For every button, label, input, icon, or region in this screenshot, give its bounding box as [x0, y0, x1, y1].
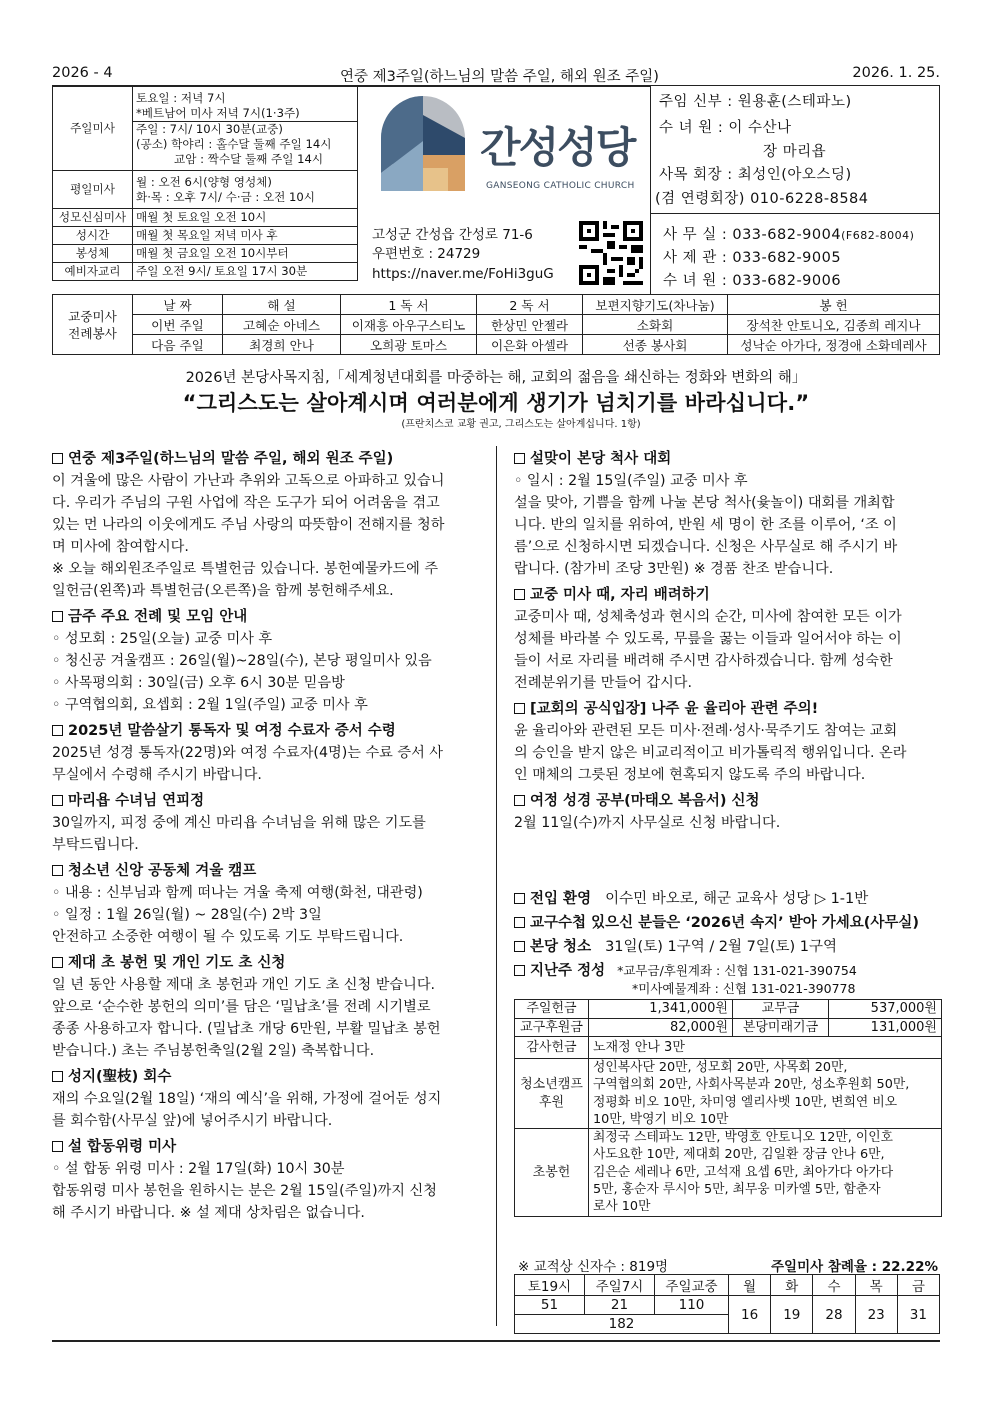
attendance-value: 110: [655, 1296, 729, 1315]
info-value: 주일 오전 9시/ 토요일 17시 30분: [133, 263, 358, 281]
notice-title: [52, 606, 478, 628]
checkbox-icon: [52, 453, 63, 464]
notice-title: [52, 790, 478, 812]
offering-line: 김은순 세레나 6만, 고석재 요셉 6만, 최아가다 아가다: [593, 1164, 894, 1180]
notice-body-line: 일헌금(왼쪽)과 특별헌금(오른쪽)을 함께 봉헌해주세요.: [52, 583, 394, 599]
church-url[interactable]: https://naver.me/FoHi3guG: [372, 266, 554, 282]
church-name-english: GANSEONG CATHOLIC CHURCH: [486, 181, 635, 191]
notice-title: [52, 720, 478, 742]
checkbox-icon: [514, 453, 525, 464]
column-divider: [496, 446, 497, 1326]
offering-label: 초봉헌: [515, 1129, 589, 1216]
weekday-line: 화·목 : 오후 7시/ 수·금 : 오전 10시: [136, 189, 316, 204]
convent-sister: 장 마리욥: [763, 144, 827, 160]
weekday-line: 월 : 오전 6시(양형 영성체): [136, 174, 272, 189]
address-area: [358, 213, 650, 295]
notice-title-text: 마리욥 수녀님 연피정: [68, 793, 205, 809]
offering-label: 주일헌금: [515, 1000, 589, 1019]
convent-phone: : 033-682-9006: [721, 273, 842, 289]
schedule-cell: 최경희 안나: [223, 335, 341, 355]
attendance-value: 21: [585, 1296, 655, 1315]
office-phone: : 033-682-9004: [721, 227, 842, 243]
notice-body-line: 2월 11일(수)까지 사무실로 신청 바랍니다.: [514, 815, 781, 831]
notice-body-line: 합동위령 미사 봉헌을 원하시는 분은 2월 15일(주일)까지 신청: [52, 1183, 437, 1199]
schedule-label-1: 교중미사: [68, 308, 117, 324]
attendance-header: 주일교중: [655, 1275, 729, 1296]
office-fax: (F682-8004): [841, 229, 915, 242]
offering-line: 5만, 홍순자 루시아 5만, 최무웅 미카엘 5만, 함춘자: [593, 1182, 881, 1198]
notice-body-line: ◦ 일시 : 2월 15일(주일) 교중 미사 후: [514, 473, 748, 489]
offering-line: 최정국 스테파노 12만, 박영호 안토니오 12만, 이인호: [593, 1130, 893, 1146]
checkbox-icon: [52, 957, 63, 968]
bottom-rule: [52, 1340, 940, 1342]
offering-amount: 131,000원: [829, 1018, 942, 1037]
notice-title-text: [교회의 공식입장] 나주 윤 율리아 관련 주의!: [530, 701, 819, 717]
offering-label-line: 후원: [538, 1094, 565, 1110]
notice-title-text: 제대 초 봉헌 및 개인 기도 초 신청: [68, 955, 286, 971]
notice-title: [514, 790, 942, 812]
notice-item: [514, 960, 942, 980]
attendance-value: 28: [813, 1296, 855, 1334]
attendance-header: 토19시: [515, 1275, 585, 1296]
notice-title-text: 설 합동위령 미사: [68, 1139, 177, 1155]
checkbox-icon: [514, 965, 525, 976]
column-header: 2 독 서: [477, 295, 583, 315]
notice-body-line: 성체를 바라볼 수 있도록, 무릎을 꿇는 이들과 일어서야 하는 이: [514, 631, 902, 647]
info-key: 봉성체: [53, 245, 133, 263]
notice-body-line: ◦ 사목평의회 : 30일(금) 오후 6시 30분 믿음방: [52, 675, 345, 691]
checkbox-icon: [514, 941, 525, 952]
notice-text: 31일(토) 1구역 / 2월 7일(토) 1구역: [605, 939, 838, 955]
page-title: 연중 제3주일(하느님의 말씀 주일, 해외 원조 주일): [340, 69, 659, 85]
checkbox-icon: [514, 795, 525, 806]
sunday-mass-label: 주일미사: [53, 87, 133, 171]
offering-table: [514, 999, 942, 1217]
address: 고성군 간성읍 간성로 71-6: [372, 227, 533, 243]
schedule-cell: 성낙순 아가다, 정경애 소화데레사: [728, 335, 940, 355]
offering-amount: 1,341,000원: [589, 1000, 733, 1019]
notice-section: [52, 790, 478, 856]
notice-body-line: 니다. 반의 일치를 위하여, 반원 세 명이 한 조를 이루어, ‘조 이: [514, 517, 897, 533]
column-header: 날 짜: [133, 295, 223, 315]
schedule-cell: 선종 봉사회: [583, 335, 728, 355]
rectory-label: 사 제 관: [663, 250, 717, 266]
attendance-header: 금: [897, 1275, 939, 1296]
info-key: 예비자교리: [53, 263, 133, 281]
mass-info-table: [52, 86, 358, 281]
notice-section: [514, 448, 942, 580]
attendance-value: 19: [771, 1296, 813, 1334]
checkbox-icon: [52, 1071, 63, 1082]
attendance-header: 화: [771, 1275, 813, 1296]
notice-section: [52, 448, 478, 602]
info-value: 매월 첫 목요일 저녁 미사 후: [133, 227, 358, 245]
notice-body-line: 있는 먼 나라의 이웃에게도 주님 사랑의 따뜻함이 전해지를 청하: [52, 517, 445, 533]
column-header: 1 독 서: [341, 295, 477, 315]
schedule-cell: 이재흥 아우구스티노: [341, 315, 477, 335]
checkbox-icon: [52, 1141, 63, 1152]
notice-body-line: 무실에서 수령해 주시기 바랍니다.: [52, 767, 262, 783]
column-header: 해 설: [223, 295, 341, 315]
notice-body-line: 를 회수함(사무실 앞)에 넣어주시기 바랍니다.: [52, 1113, 333, 1129]
notice-body-line: ◦ 성모회 : 25일(오늘) 교중 미사 후: [52, 631, 273, 647]
notice-item: [514, 936, 942, 960]
attendance-rate: 주일미사 참례율 : 22.22%: [770, 1259, 938, 1275]
notice-title-text: 연중 제3주일(하느님의 말씀 주일, 해외 원조 주일): [68, 451, 394, 467]
attendance-value: 31: [897, 1296, 939, 1334]
offering-label: 본당미래기금: [733, 1018, 829, 1037]
notice-section: [52, 952, 478, 1062]
schedule-cell: 고혜순 아네스: [223, 315, 341, 335]
checkbox-icon: [514, 589, 525, 600]
pastoral-theme: [52, 368, 940, 432]
attendance-header: 목: [855, 1275, 897, 1296]
offering-detail: [589, 1059, 942, 1129]
notice-section: [514, 698, 942, 786]
notice-title: [52, 952, 478, 974]
attendance-value: 51: [515, 1296, 585, 1315]
left-column: [52, 448, 478, 1228]
offering-amount: 537,000원: [829, 1000, 942, 1019]
notice-body-line: 랍니다. (참가비 조당 3만원) ※ 경품 찬조 받습니다.: [514, 561, 834, 577]
column-header: 보편지향기도(차나눔): [583, 295, 728, 315]
notice-body-line: 인 매체의 그릇된 정보에 현혹되지 않도록 주의 바랍니다.: [514, 767, 866, 783]
notice-body-line: 들이 서로 자리를 배려해 주시면 감사하겠습니다. 함께 성숙한: [514, 653, 893, 669]
notice-title: 지난주 정성: [530, 963, 606, 979]
notice-body-line: 30일까지, 피정 중에 계신 마리욥 수녀님을 위해 많은 기도를: [52, 815, 426, 831]
notice-body-line: ◦ 청신공 겨울캠프 : 26일(월)~28일(수), 본당 평일미사 있음: [52, 653, 432, 669]
convent: 수 녀 원 : 이 수산나: [659, 120, 792, 136]
office-contacts: [650, 213, 940, 295]
account-info-2: *미사예물계좌 : 신협 131-021-390778: [632, 981, 856, 996]
church-logo-icon: [378, 93, 468, 195]
notice-body-line: 윤 율리아와 관련된 모든 미사·전례·성사·묵주기도 참여는 교회: [514, 723, 898, 739]
offering-line: 구역협의회 20만, 사회사목분과 20만, 성소후원회 50만,: [593, 1077, 910, 1093]
notice-title: [52, 1066, 478, 1088]
checkbox-icon: [52, 865, 63, 876]
offering-line: 정평화 비오 10만, 차미영 엘리사벳 10만, 변희연 비오: [593, 1094, 898, 1110]
sunday-line: 토요일 : 저녁 7시: [136, 90, 226, 105]
offering-detail: 노재정 안나 3만: [589, 1037, 942, 1059]
notice-title: 교구수첩 있으신 분들은 ‘2026년 속지’ 받아 가세요(사무실): [530, 915, 920, 931]
attendance-total: 182: [515, 1315, 729, 1334]
notice-body-line: 름’으로 신청하시면 되겠습니다. 신청은 사무실로 해 주시기 바: [514, 539, 898, 555]
notice-title: [52, 448, 478, 470]
notice-body-line: 다. 우리가 주님의 구원 사업에 작은 도구가 되어 어려움을 겪고: [52, 495, 440, 511]
offering-label: 교구후원금: [515, 1018, 589, 1037]
offering-label-line: 청소년캠프: [520, 1077, 583, 1093]
liturgy-schedule-table: [52, 294, 940, 355]
notice-title-text: 금주 주요 전례 및 모임 안내: [68, 609, 248, 625]
notice-title: 본당 청소: [530, 939, 592, 955]
sunday-line: *베트남어 미사 저녁 7시(1·3주): [133, 106, 357, 122]
notice-body-line: 부탁드립니다.: [52, 837, 139, 853]
council-contact: (겸 연령회장) 010-6228-8584: [655, 191, 869, 207]
notice-body-line: 2025년 성경 통독자(22명)와 여정 수료자(4명)는 수료 증서 사: [52, 745, 443, 761]
checkbox-icon: [514, 917, 525, 928]
notice-section: [52, 860, 478, 948]
attendance-header: 월: [729, 1275, 771, 1296]
offering-line: 10만, 박영기 비오 10만: [593, 1111, 729, 1127]
issue-number: 2026 - 4: [52, 65, 113, 81]
notice-body-line: 앞으로 ‘순수한 봉헌의 의미’를 담은 ‘밀납초’를 전례 시기별로: [52, 999, 431, 1015]
notice-title: [514, 584, 942, 606]
zip-code: 우편번호 : 24729: [372, 246, 481, 262]
notice-body-line: 해 주시기 바랍니다. ※ 설 제대 상차림은 없습니다.: [52, 1205, 365, 1221]
notice-title-text: 성지(聖枝) 회수: [68, 1069, 172, 1085]
notice-body-line: 설을 맞아, 기쁨을 함께 나눌 본당 척사(윷놀이) 대회를 개최합: [514, 495, 895, 511]
attendance-summary: [518, 1255, 940, 1275]
info-value: 매월 첫 토요일 오전 10시: [133, 209, 358, 227]
schedule-label: [53, 295, 133, 355]
schedule-cell: 이은화 아셀라: [477, 335, 583, 355]
issue-date: 2026. 1. 25.: [852, 65, 940, 81]
attendance-header: 주일7시: [585, 1275, 655, 1296]
notice-title-text: 여정 성경 공부(마태오 복음서) 신청: [530, 793, 760, 809]
pastoral-council: 사목 회장 : 최성인(아오스딩): [659, 167, 852, 183]
account-info: *교무금/후원계좌 : 신협 131-021-390754: [617, 963, 857, 978]
checkbox-icon: [514, 893, 525, 904]
notice-body-line: 이 겨울에 많은 사람이 가난과 추위와 고독으로 아파하고 있습니: [52, 473, 445, 489]
notice-title-text: 교중 미사 때, 자리 배려하기: [530, 587, 710, 603]
schedule-cell: 장석찬 안토니오, 김종희 레지나: [728, 315, 940, 335]
right-column: [514, 448, 942, 838]
offering-amount: 82,000원: [589, 1018, 733, 1037]
schedule-label-2: 전례봉사: [68, 325, 117, 341]
info-key: 성모신심미사: [53, 209, 133, 227]
notice-body-line: 의 승인을 받지 않은 비교리적이고 비가톨릭적 행위입니다. 온라: [514, 745, 907, 761]
notice-body-line: 종종 사용하고자 합니다. (밀납초 개당 6만원, 부활 밀납초 봉헌: [52, 1021, 441, 1037]
offering-line: 로사 10만: [593, 1199, 651, 1215]
top-bar: [52, 62, 940, 86]
attendance-value: 23: [855, 1296, 897, 1334]
notice-body-line: 교중미사 때, 성체축성과 현시의 순간, 미사에 참여한 모든 이가: [514, 609, 902, 625]
notice-title-text: 청소년 신앙 공동체 겨울 캠프: [68, 863, 257, 879]
staff-info: [650, 86, 940, 213]
office-label: 사 무 실: [663, 227, 717, 243]
notice-body-line: ◦ 구역협의회, 요셉회 : 2월 1일(주일) 교중 미사 후: [52, 697, 368, 713]
church-logo-area: [358, 86, 650, 213]
notice-body-line: ◦ 설 합동 위령 미사 : 2월 17일(화) 10시 30분: [52, 1161, 345, 1177]
convent-phone-row: [663, 269, 841, 290]
rectory-phone: : 033-682-9005: [721, 250, 842, 266]
sunday-mass-times: [133, 87, 358, 171]
notice-section: [514, 790, 942, 834]
offering-line: 성인복사단 20만, 성모회 20만, 사목회 20만,: [593, 1060, 848, 1075]
checkbox-icon: [52, 611, 63, 622]
notice-title: 전입 환영: [530, 891, 592, 907]
notice-section: [514, 584, 942, 694]
schedule-cell: 한상민 안젤라: [477, 315, 583, 335]
notice-body-line: 일 년 동안 사용할 제대 초 봉헌과 개인 기도 초 신청 받습니다.: [52, 977, 436, 993]
notice-body-line: 전례분위기를 만들어 갑시다.: [514, 675, 692, 691]
theme-guideline: 2026년 본당사목지침,「세계청년대회를 마중하는 해, 교회의 젊음을 쇄신하는 정화와 변화의 해」: [185, 370, 807, 386]
notice-title-text: 설맞이 본당 척사 대회: [530, 451, 672, 467]
offering-line: 사도요한 10만, 제대회 20만, 김일환 장금 안나 6만,: [593, 1147, 885, 1163]
notice-body-line: ◦ 내용 : 신부님과 함께 떠나는 겨울 축제 여행(화천, 대관령): [52, 885, 423, 901]
attendance-header: 수: [813, 1275, 855, 1296]
notice-body-line: 재의 수요일(2월 18일) ‘재의 예식’을 위해, 가정에 걸어둔 성지: [52, 1091, 442, 1107]
rectory-phone-row: [663, 246, 841, 267]
theme-quote: “그리스도는 살아계시며 여러분에게 생기가 넘치기를 바라십니다.”: [182, 391, 810, 415]
schedule-cell: 이번 주일: [133, 315, 223, 335]
attendance-table: [514, 1274, 940, 1334]
info-key: 성시간: [53, 227, 133, 245]
offering-label: 교무금: [733, 1000, 829, 1019]
schedule-cell: 오희광 토마스: [341, 335, 477, 355]
qr-code-icon[interactable]: [579, 221, 643, 285]
notice-item: [514, 912, 942, 936]
checkbox-icon: [52, 795, 63, 806]
notice-title: [514, 698, 942, 720]
info-value: 매월 첫 금요일 오전 10시부터: [133, 245, 358, 263]
parishioner-count: ※ 교적상 신자수 : 819명: [518, 1259, 669, 1275]
sunday-line: 주일 : 7시/ 10시 30분(교중): [136, 121, 283, 136]
weekday-mass-times: [133, 171, 358, 209]
sunday-line: (공소) 학야리 : 홀수달 둘째 주일 14시: [136, 136, 332, 151]
offering-label: [515, 1059, 589, 1129]
theme-source: (프란치스코 교황 권고, 그리스도는 살아계십니다. 1항): [401, 419, 641, 430]
notice-title: [514, 448, 942, 470]
column-header: 봉 헌: [728, 295, 940, 315]
checkbox-icon: [514, 703, 525, 714]
church-name: 간성성당: [480, 124, 635, 171]
office-phone-row: [663, 223, 914, 244]
convent-label: 수 녀 원: [663, 273, 717, 289]
notice-body-line: ◦ 일정 : 1월 26일(월) ~ 28일(수) 2박 3일: [52, 907, 322, 923]
weekday-mass-label: 평일미사: [53, 171, 133, 209]
offering-detail: [589, 1129, 942, 1216]
notice-body-line: ※ 오늘 해외원조주일로 특별헌금 있습니다. 봉헌예물카드에 주: [52, 561, 439, 577]
notice-section: [52, 1136, 478, 1224]
notice-section: [52, 606, 478, 716]
notice-title-text: 2025년 말씀살기 통독자 및 여정 수료자 증서 수령: [68, 723, 396, 739]
notice-body-line: 받습니다.) 초는 주님봉헌축일(2월 2일) 축복합니다.: [52, 1043, 375, 1059]
notice-text: 이수민 바오로, 해군 교육사 성당 ▷ 1-1반: [605, 891, 869, 907]
notice-item: [514, 888, 942, 912]
offering-label: 감사헌금: [515, 1037, 589, 1059]
notice-title: [52, 860, 478, 882]
notice-section: [52, 1066, 478, 1132]
short-notices: [514, 888, 942, 998]
notice-title: [52, 1136, 478, 1158]
checkbox-icon: [52, 725, 63, 736]
notice-section: [52, 720, 478, 786]
notice-body-line: 안전하고 소중한 여행이 될 수 있도록 기도 부탁드립니다.: [52, 929, 404, 945]
schedule-cell: 다음 주일: [133, 335, 223, 355]
sunday-line: 교암 : 짝수달 둘째 주일 14시: [174, 151, 324, 166]
pastor: 주임 신부 : 원용훈(스테파노): [659, 94, 852, 110]
schedule-cell: 소화회: [583, 315, 728, 335]
attendance-value: 16: [729, 1296, 771, 1334]
notice-body-line: 며 미사에 참여합시다.: [52, 539, 189, 555]
